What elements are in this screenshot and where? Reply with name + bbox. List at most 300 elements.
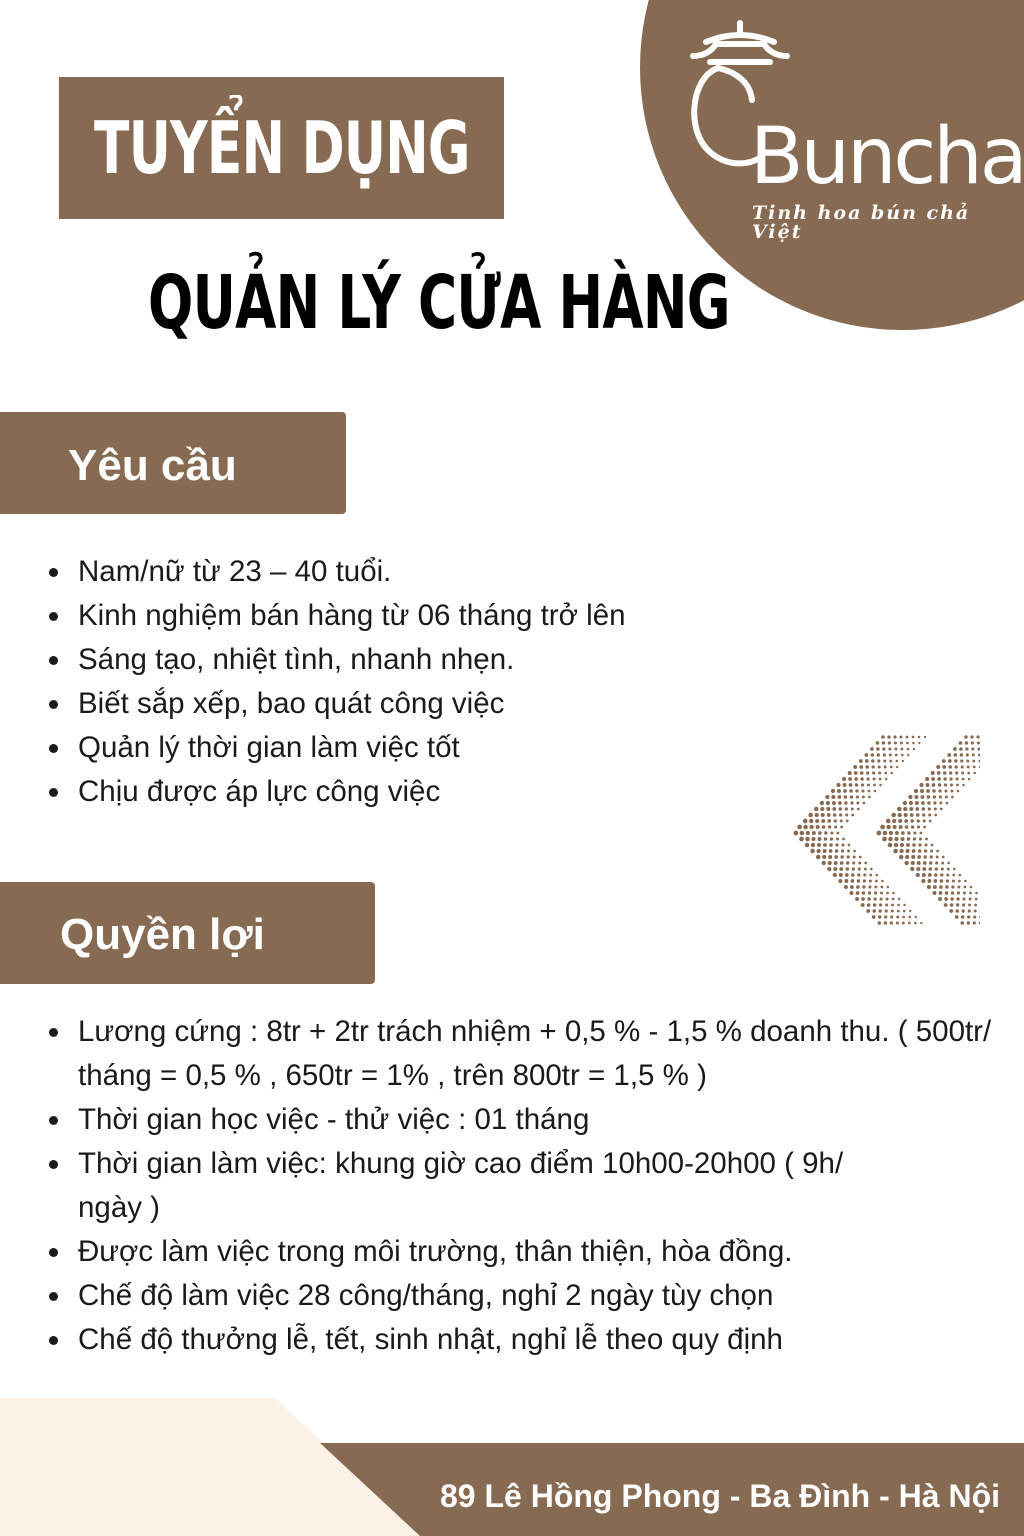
chevron-dot [870,868,873,871]
chevron-dot [952,874,955,877]
list-item: Lương cứng : 8tr + 2tr trách nhiệm + 0,5 % - 1,5 % doanh thu. ( 500tr/ tháng = 0,5 % , 650tr = 1% , trên 800tr = 1,5 % ) [0,1010,1010,1098]
chevron-dot [966,759,969,762]
chevron-dot [915,807,919,811]
chevron-dot [919,837,922,840]
chevron-dot [895,754,898,757]
chevron-dot [876,741,880,745]
chevron-dot [906,742,909,745]
chevron-dot [897,904,900,907]
chevron-dot [901,837,905,841]
chevron-dot [830,831,833,834]
chevron-dot [907,754,909,756]
chevron-dot [960,753,963,756]
chevron-dot [851,814,854,817]
chevron-dot [959,747,963,751]
chevron-dot [914,922,917,925]
list-item: Chịu được áp lực công việc [0,770,700,814]
chevron-dot [878,921,882,925]
chevron-dot [928,814,931,817]
chevron-dot [882,747,885,750]
chevron-dot [909,807,913,811]
chevron-dot [918,742,920,744]
chevron-dot [964,880,967,883]
chevron-dot [811,837,815,841]
chevron-dot [840,819,843,822]
chevron-dot [805,837,809,841]
chevron-dot [902,922,905,925]
headline-text: TUYỂN DỤNG [93,106,470,190]
requirements-list [0,550,700,814]
list-item: Sáng tạo, nhiệt tình, nhanh nhẹn. [0,638,700,682]
chevron-dot [851,873,855,877]
chevron-dot [967,772,970,775]
chevron-dot [902,760,904,762]
chevron-dot [946,879,949,882]
chevron-dot [957,891,960,894]
list-item: Chế độ làm việc 28 công/tháng, nghỉ 2 ngày tùy chọn [0,1274,1010,1318]
requirements-header [0,412,346,514]
chevron-dot [962,778,965,781]
chevron-dot [938,897,942,901]
chevron-dot [946,873,949,876]
chevron-dot [979,916,980,919]
chevron-dot [899,825,903,829]
chevron-dot [879,784,882,787]
chevron-dot [841,843,844,846]
chevron-dot [816,825,820,829]
chevron-dot [948,759,952,763]
chevron-dot [917,855,921,859]
chevron-dot [873,778,876,781]
chevron-dot [846,820,849,823]
chevron-dot [905,825,909,829]
chevron-dot [953,747,957,751]
chevron-dot [899,849,903,853]
list-item: Biết sắp xếp, bao quát công việc [0,682,700,726]
chevron-dot [936,850,939,853]
chevron-dot [888,837,892,841]
chevron-dot [907,831,910,834]
chevron-dot [916,873,920,877]
chevron-dot [977,741,980,744]
chevron-dot [816,855,820,859]
chevron-dot [823,843,827,847]
chevron-dot [857,873,860,876]
chevron-dot [927,879,931,883]
chevron-dot [968,903,971,906]
chevron-dot [925,777,929,781]
chevron-dot [965,747,968,750]
chevron-dot [872,915,876,919]
chevron-dot [825,795,829,799]
chevron-dot [979,921,980,924]
chevron-dot [844,885,848,889]
chevron-dot [847,855,850,858]
chevron-dot [866,909,870,913]
chevron-dot [907,748,910,751]
chevron-dot [909,910,911,912]
chevron-dot [934,879,938,883]
chevron-dot [914,795,918,799]
chevron-dot [918,843,921,846]
chevron-dot [934,808,937,811]
chevron-dot [906,843,910,847]
chevron-dot [881,886,884,889]
chevron-dot [882,741,885,744]
chevron-dot [920,832,923,835]
chevron-dot [815,813,819,817]
chevron-dot [867,783,870,786]
chevron-dot [964,735,968,739]
chevron-dot [855,783,858,786]
chevron-dot [939,795,942,798]
chevron-dot [898,813,902,817]
chevron-dot [842,777,846,781]
chevron-dot [830,837,833,840]
chevron-dot [800,831,805,836]
chevron-dot [938,783,941,786]
chevron-dot [872,909,876,913]
chevron-dot [923,861,927,865]
chevron-dot [844,801,847,804]
chevron-dot [920,795,924,799]
chevron-dot [900,736,903,739]
chevron-dot [954,759,957,762]
chevron-dot [863,879,866,882]
chevron-dot [953,868,956,871]
chevron-dot [862,885,865,888]
chevron-dot [932,783,936,787]
chevron-dot [860,771,864,775]
chevron-dot [917,819,920,822]
chevron-dot [874,891,877,894]
chevron-dot [898,898,900,900]
chevron-dot [947,868,950,871]
chevron-dot [868,891,871,894]
chevron-dot [979,766,980,768]
chevron-dot [851,808,854,811]
chevron-dot [864,753,868,757]
chevron-dot [901,754,904,757]
chevron-dot [861,783,864,786]
chevron-dot [846,861,849,864]
chevron-dot [942,759,946,763]
chevron-dot [826,807,830,811]
position-title: QUẢN LÝ CỬA HÀNG [148,260,730,346]
chevron-dot [850,885,854,889]
chevron-dot [849,789,853,793]
chevron-dot [839,807,842,810]
chevron-dot [903,801,907,805]
chevron-dot [964,886,967,889]
chevron-dot [974,910,977,913]
chevron-dot [863,802,866,805]
chevron-dot [917,861,921,865]
chevron-dot [963,892,966,895]
chevron-dot [933,891,937,895]
chevron-dot [910,867,914,871]
chevron-dot [971,747,974,750]
chevron-dot [973,766,976,769]
chevron-dot [972,760,975,763]
chevron-dot [932,789,936,793]
chevron-dot [883,759,886,762]
chevron-dot [922,813,925,816]
chevron-dot [833,873,837,877]
chevron-dot [900,742,903,745]
chevron-dot [879,778,882,781]
chevron-dot [967,766,970,769]
chevron-dot [827,813,831,817]
chevron-dot [884,915,887,918]
chevron-dot [829,849,833,853]
chevron-dot [872,771,875,774]
chevron-dot [909,801,913,805]
chevron-dot [856,891,860,895]
chevron-dot [955,909,959,913]
chevron-dot [975,898,978,901]
chevron-dot [837,789,841,793]
chevron-dot [853,765,857,769]
chevron-dot [920,922,922,924]
chevron-dot [893,825,897,829]
chevron-dot [845,814,848,817]
list-item: Chế độ thưởng lễ, tết, sinh nhật, nghỉ lễ theo quy định [0,1318,1010,1362]
chevron-dot [859,759,863,763]
chevron-dot [864,868,867,871]
chevron-dot [921,801,925,805]
chevron-dot [890,772,893,775]
chevron-dot [942,765,946,769]
chevron-dot [896,766,898,768]
dotted-double-chevron-left-icon [790,735,980,930]
chevron-dot [894,837,898,841]
chevron-dot [973,921,976,924]
chevron-dot [951,885,954,888]
chevron-dot [923,855,926,858]
chevron-dot [912,736,915,739]
chevron-dot [958,880,961,883]
chevron-dot [912,849,916,853]
chevron-dot [915,801,919,805]
chevron-dot [820,807,824,811]
chevron-dot [884,921,887,924]
chevron-dot [894,748,897,751]
chevron-dot [881,880,884,883]
chevron-dot [910,813,914,817]
chevron-dot [951,891,954,894]
chevron-dot [947,753,951,757]
chevron-dot [966,753,969,756]
chevron-dot [899,855,903,859]
chevron-dot [968,778,971,781]
chevron-dot [921,879,925,883]
chevron-dot [873,897,876,900]
chevron-dot [936,856,939,859]
chevron-dot [856,885,860,889]
chevron-dot [833,813,837,817]
chevron-dot [935,861,938,864]
chevron-dot [930,855,933,858]
chevron-dot [892,819,896,823]
chevron-dot [839,873,843,877]
chevron-dot [961,921,965,925]
chevron-dot [828,861,832,865]
chevron-dot [977,748,980,751]
headline-banner [59,77,504,219]
chevron-dot [944,897,948,901]
chevron-dot [882,837,887,842]
chevron-dot [913,831,916,834]
chevron-dot [967,915,970,918]
chevron-dot [857,879,860,882]
chevron-dot [827,867,831,871]
chevron-dot [976,735,979,738]
chevron-dot [883,753,886,756]
chevron-dot [840,826,843,829]
chevron-dot [811,843,815,847]
chevron-dot [849,783,853,787]
chevron-dot [918,736,921,739]
chevron-dot [846,867,850,871]
chevron-dot [820,801,824,805]
chevron-dot [960,759,963,762]
chevron-dot [872,765,875,768]
chevron-dot [822,861,826,865]
chevron-dot [898,819,902,823]
list-item: Thời gian học việc - thử việc : 01 tháng [0,1098,1010,1142]
chevron-dot [913,837,916,840]
chevron-dot [978,754,980,757]
chevron-dot [924,843,927,846]
chevron-dot [835,843,838,846]
chevron-dot [963,897,966,900]
chevron-dot [943,777,946,780]
chevron-dot [803,819,808,824]
chevron-dot [888,741,891,744]
chevron-dot [850,891,854,895]
chevron-dot [841,849,844,852]
chevron-dot [889,754,892,757]
chevron-dot [884,772,887,775]
chevron-dot [949,771,952,774]
chevron-dot [840,861,844,865]
chevron-dot [931,844,934,847]
chevron-dot [867,897,871,901]
chevron-dot [871,753,875,757]
chevron-dot [950,777,953,780]
chevron-dot [947,862,950,865]
chevron-dot [861,789,864,792]
chevron-dot [885,909,888,912]
chevron-dot [810,849,815,854]
chevron-dot [837,832,840,835]
chevron-dot [944,789,947,792]
chevron-dot [974,904,977,907]
chevron-dot [855,897,859,901]
chevron-dot [883,831,888,836]
chevron-dot [864,862,867,865]
chevron-dot [797,825,802,830]
store-address: 89 Lê Hồng Phong - Ba Đình - Hà Nội [440,1478,1000,1514]
chevron-dot [808,813,813,818]
chevron-dot [939,891,943,895]
chevron-dot [815,819,819,823]
chevron-dot [880,897,883,900]
requirements-heading: Yêu cầu [68,441,237,490]
chevron-dot [931,771,935,775]
chevron-dot [818,837,822,841]
chevron-dot [831,789,835,793]
chevron-dot [970,886,973,889]
chevron-dot [911,825,914,828]
chevron-dot [955,915,959,919]
chevron-dot [886,819,891,824]
chevron-dot [957,886,960,889]
chevron-dot [908,916,911,919]
chevron-dot [890,915,893,918]
chevron-dot [862,891,866,895]
chevron-dot [952,879,955,882]
chevron-dot [818,831,822,835]
chevron-dot [848,771,852,775]
chevron-dot [834,825,837,828]
chevron-dot [878,915,881,918]
chevron-dot [805,843,810,848]
chevron-dot [933,801,936,804]
chevron-dot [936,765,940,769]
chevron-dot [929,820,932,823]
chevron-dot [934,814,937,817]
chevron-dot [905,855,909,859]
list-item: Được làm việc trong môi trường, thân thiện, hòa đồng. [0,1230,1010,1274]
chevron-dot [918,849,922,853]
chevron-dot [913,748,915,750]
chevron-dot [959,741,963,745]
chevron-dot [912,742,915,745]
chevron-dot [831,795,835,799]
chevron-dot [904,819,908,823]
chevron-dot [895,831,899,835]
chevron-dot [926,789,930,793]
chevron-dot [929,861,932,864]
chevron-dot [929,867,933,871]
chevron-dot [930,850,933,853]
chevron-dot [890,766,893,769]
chevron-dot [816,849,820,853]
chevron-dot [906,736,909,739]
chevron-dot [926,783,930,787]
chevron-dot [836,837,839,840]
chevron-dot [854,777,858,781]
chevron-dot [924,736,926,738]
chevron-dot [829,843,833,847]
chevron-dot [908,795,912,799]
chevron-dot [919,783,923,787]
chevron-dot [865,765,869,769]
chevron-dot [900,843,904,847]
chevron-dot [890,921,893,924]
logo-tagline: Tinh hoa bún chả Việt [752,202,971,243]
chevron-dot [838,801,842,805]
chevron-dot [896,916,899,919]
chevron-dot [870,747,874,751]
chevron-dot [951,790,954,793]
chevron-dot [950,783,953,786]
chevron-dot [880,892,883,895]
chevron-dot [828,855,832,859]
chevron-dot [834,819,837,822]
